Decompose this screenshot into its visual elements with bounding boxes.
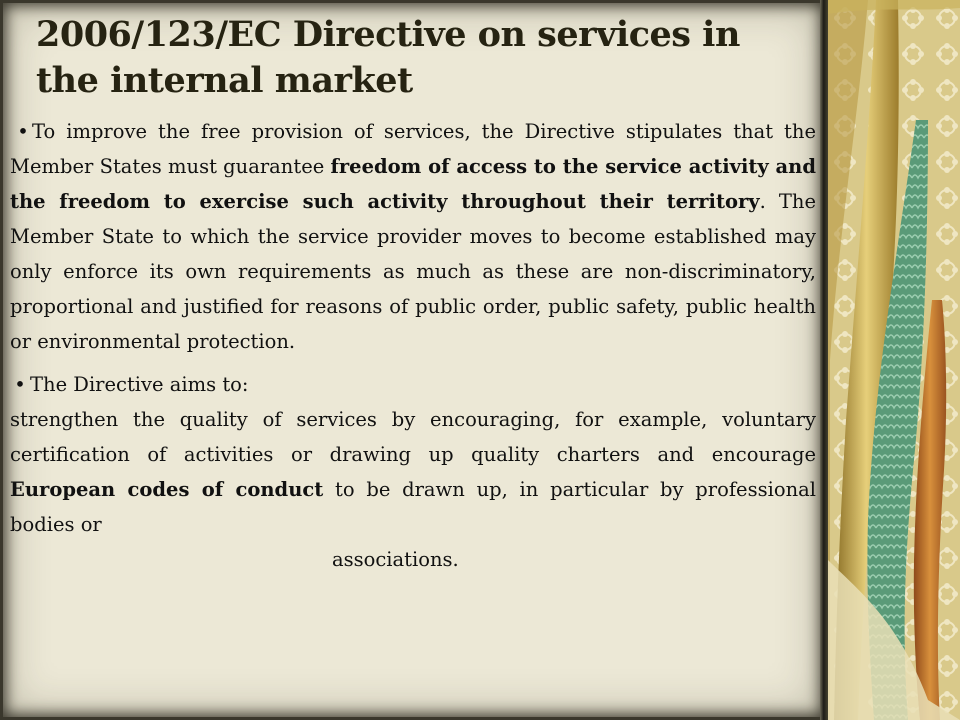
bullet-icon: • bbox=[14, 373, 26, 396]
aims-last-line: associations. bbox=[332, 548, 459, 571]
bullet-icon: • bbox=[17, 120, 29, 143]
decorative-ribbon-icon bbox=[828, 0, 960, 720]
aims-emphasis: European codes of conduct bbox=[10, 478, 324, 501]
aims-heading: The Directive aims to: bbox=[30, 373, 249, 396]
paragraph-freedom-of-services bbox=[10, 114, 816, 359]
slide-title: 2006/123/EC Directive on services in the internal market bbox=[36, 14, 740, 101]
aims-text-before: strengthen the quality of services by encouraging, for example, voluntary certification of activities or drawing up quality charters and encourage bbox=[10, 408, 816, 466]
paragraph-aims-body bbox=[10, 402, 816, 542]
frame-divider bbox=[820, 0, 828, 720]
aims-text-after: to be drawn up, in particular by professional bodies or bbox=[10, 478, 817, 536]
paragraph-1-emphasis: freedom of access to the service activity and the freedom to exercise such activity throughout their territory bbox=[10, 155, 816, 213]
slide-body bbox=[10, 114, 816, 577]
decorative-ribbon-panel bbox=[828, 0, 960, 720]
paragraph-1-intro: To improve the free provision of services, the Directive stipulates that the Member States must guarantee bbox=[10, 120, 816, 178]
paragraph-1-rest: . The Member State to which the service provider moves to become established may only enforce its own requirements as much as these are non-discriminatory, proportional and justified for reasons of public order, public safety, public health or environmental protection. bbox=[10, 190, 816, 353]
paragraph-aims-heading bbox=[10, 367, 816, 402]
